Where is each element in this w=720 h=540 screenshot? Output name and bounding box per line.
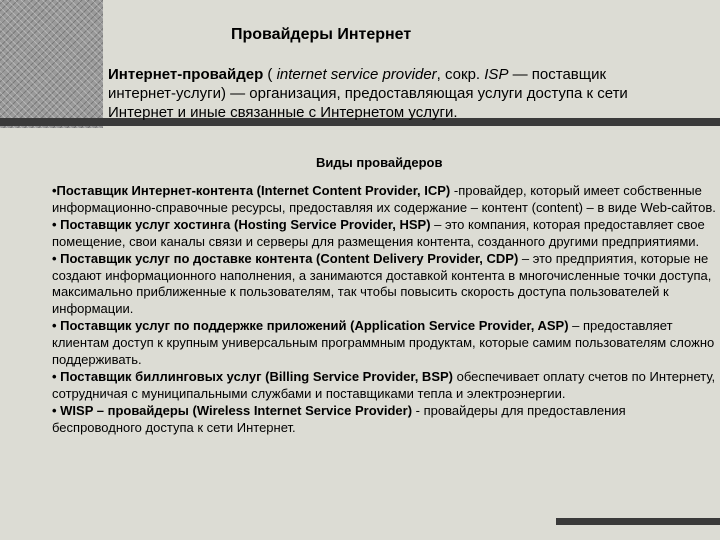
decorative-texture-panel: [0, 0, 103, 128]
list-item-text: – это компания, которая предоставляет свое помещение, свои каналы связи и серверы для размещения контента, созданного другими предприятиями.: [52, 216, 705, 249]
list-item-lead: • WISP – провайдеры (Wireless Internet Service Provider): [52, 402, 413, 418]
section-subheading: Виды провайдеров: [316, 155, 443, 170]
definition-open: (: [263, 66, 277, 83]
definition-abbr-lead: , сокр.: [436, 66, 485, 83]
footer-accent-bar: [556, 518, 720, 525]
list-item-text: -провайдер, который имеет собственные информационно-справочные ресурсы, предоставляя их содержание – контент (content) – в виде Web-сайтов.: [52, 183, 716, 215]
slide-title: Провайдеры Интернет: [231, 26, 412, 43]
list-item-text: обеспечивает оплату счетов по Интернету, сотрудничая с муниципальными службами и поставщиками тепла и электроэнергии.: [52, 368, 716, 401]
definition-term: Интернет-провайдер: [108, 66, 264, 83]
list-item-text: – предоставляет клиентам доступ к крупным универсальным программным продуктам, которые самим пользователям сложно поддерживать.: [52, 318, 715, 368]
title-divider-stub: [668, 118, 720, 126]
list-item: [52, 403, 716, 437]
list-item: [52, 318, 716, 369]
definition-paragraph: [108, 65, 668, 122]
list-item-text: - провайдеры для предоставления беспроводного доступа к сети Интернет.: [52, 402, 626, 435]
list-item-lead: • Поставщик услуг по поддержке приложений (Application Service Provider, ASP): [52, 318, 569, 334]
list-item-lead: • Поставщик услуг хостинга (Hosting Service Provider, HSP): [52, 216, 431, 232]
list-item: [52, 183, 716, 217]
list-item-lead: •Поставщик Интернет-контента (Internet Content Provider, ICP): [52, 183, 451, 198]
list-item: [52, 217, 716, 251]
list-item: [52, 369, 716, 403]
list-item: [52, 251, 716, 319]
provider-types-list: [52, 183, 716, 437]
list-item-lead: • Поставщик услуг по доставке контента (Content Delivery Provider, CDP): [52, 250, 519, 266]
list-item-text: – это предприятия, которые не создают информационного наполнения, а занимаются доставкой контента в многочисленные точки доступа, максимально приближенные к пользователям, так чтобы повысить скорость доступа пользователей к информации.: [52, 250, 712, 317]
definition-en-term: internet service provider: [276, 66, 437, 83]
definition-rest: — поставщик интернет-услуги) — организация, предоставляющая услуги доступа к сети Интернет и иные связанные с Интернетом услуги.: [108, 66, 628, 121]
definition-abbr: ISP: [484, 66, 509, 83]
list-item-lead: • Поставщик биллинговых услуг (Billing Service Provider, BSP): [52, 368, 453, 384]
